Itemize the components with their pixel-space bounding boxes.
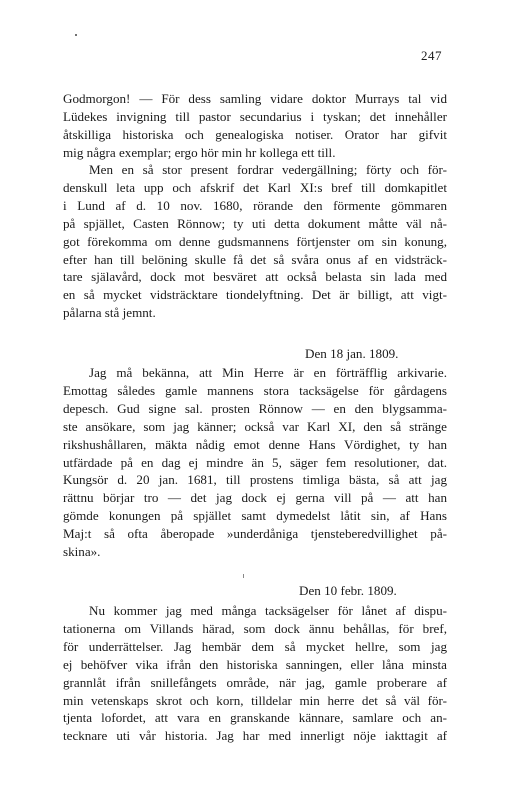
stray-ink-mark bbox=[75, 34, 77, 36]
text-line: Emottag således gamle mannens stora tacksägelse för gårdagens bbox=[63, 382, 447, 398]
text-line: i Lund af d. 10 nov. 1680, rörande den förmente gömmaren bbox=[63, 197, 447, 213]
page-number: 247 bbox=[421, 48, 442, 63]
stray-ink-mark bbox=[243, 574, 244, 578]
text-line: tationerna om Villands härad, som dock ännu behållas, för bref, bbox=[63, 620, 447, 636]
paragraph-2 bbox=[63, 161, 447, 322]
text-line: Nu kommer jag med många tacksägelser för lånet af dispu- bbox=[89, 603, 447, 618]
text-line: depesch. Gud signe sal. prosten Rönnow — en den blygsamma- bbox=[63, 400, 447, 416]
letter-date: Den 10 febr. 1809. bbox=[299, 583, 397, 598]
letter-date: Den 18 jan. 1809. bbox=[305, 346, 399, 361]
text-line: rikshushållaren, mäkta nådig emot denne Hans Vördighet, ty han bbox=[63, 436, 447, 452]
text-line: skina». bbox=[63, 544, 101, 560]
text-line: Jag må bekänna, att Min Herre är en förträfflig arkivarie. bbox=[89, 365, 447, 380]
text-line: efter han till belöning skulle få det så svåra onus af en vidsträck- bbox=[63, 251, 447, 267]
text-line: mig några exemplar; ergo hör min hr kollega ett till. bbox=[63, 144, 336, 160]
text-line: tjenta lofordet, att vara en granskande kännare, samlare och an- bbox=[63, 710, 447, 726]
text-line: tecknare uti vår historia. Jag har med innerligt nöje iakttagit af bbox=[63, 728, 447, 744]
text-line: Maj:t så ofta åberopade »underdåniga tjensteberedvillighet på- bbox=[63, 526, 447, 542]
text-line: på spjället, Casten Rönnow; ty uti detta dokument måtte väl nå- bbox=[63, 215, 447, 231]
text-line: utfärdade på en dag ej mindre än 5, säger fem resolutioner, dat. bbox=[63, 454, 447, 470]
text-line: pålarna stå jemnt. bbox=[63, 305, 156, 321]
text-line: åtskilliga historiska och genealogiska notiser. Orator har gifvit bbox=[63, 126, 447, 142]
text-line: ej behöfver vika ifrån den historiska sanningen, eller låna minsta bbox=[63, 656, 447, 672]
text-line: grannlåt ifrån snillefångets område, när jag, gamle proberare af bbox=[63, 674, 447, 690]
text-line: denskull leta upp och afskrif det Karl XI:s bref till domkapitlet bbox=[63, 179, 447, 195]
letter-3-body bbox=[63, 602, 447, 745]
text-line: Godmorgon! — För dess samling vidare doktor Murrays tal vid bbox=[63, 91, 447, 106]
text-line: min vetenskaps skrot och korn, tilldelar min herre det så väl för- bbox=[63, 692, 447, 708]
text-line: rättnu börjar tro — det jag dock ej gerna vill på — att han bbox=[63, 490, 447, 506]
text-line: tare själavård, dock mot besväret att också belasta sin lada med bbox=[63, 269, 447, 285]
text-line: got förekomma om denne gudsmannens förtjenster om sin konung, bbox=[63, 233, 447, 249]
text-line: Lüdekes invigning till pastor secundarius i tyskan; det innehåller bbox=[63, 108, 447, 124]
text-line: Men en så stor present fordrar vedergällning; förty och för- bbox=[89, 162, 447, 177]
text-line: gömde konungen på spjället samt dymedelst låtit sin, af Hans bbox=[63, 508, 447, 524]
text-line: en så mycket vidsträcktare tiondelyftning. Det är billigt, att vigt- bbox=[63, 287, 447, 303]
text-line: ste ansökare, som jag känner; också var Karl XI, den så stränge bbox=[63, 418, 447, 434]
paragraph-1 bbox=[63, 90, 447, 162]
letter-2-body bbox=[63, 364, 447, 561]
text-line: Kungsör d. 20 jan. 1681, till prostens timliga bästa, så att jag bbox=[63, 472, 447, 488]
text-line: för underrättelser. Jag hembär dem så mycket hellre, som jag bbox=[63, 638, 447, 654]
